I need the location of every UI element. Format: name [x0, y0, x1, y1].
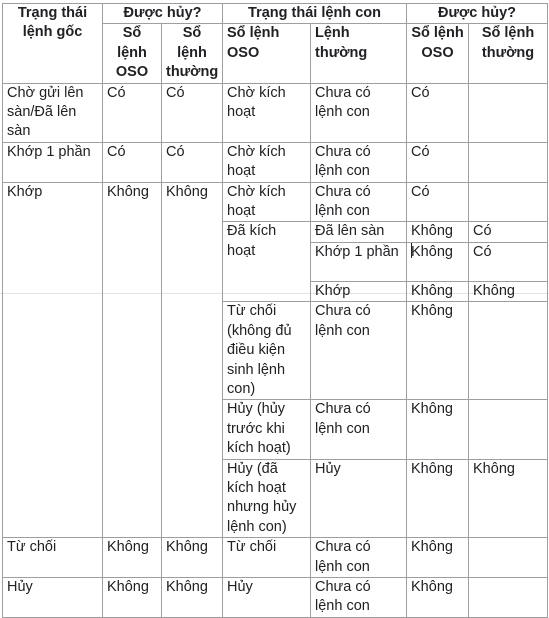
- table-row: [3, 182, 548, 222]
- cell-child-cancel-oso: Không: [407, 400, 469, 459]
- cell-orig-status: Khớp: [3, 182, 103, 538]
- table-row: [3, 142, 548, 182]
- cell-child-normal: Chưa có lệnh con: [311, 577, 407, 617]
- cell-orig-status: Khớp 1 phần: [3, 142, 103, 182]
- cell-child-oso: Chờ kích hoạt: [223, 142, 311, 182]
- cell-child-cancel-oso: Không: [407, 281, 469, 301]
- cell-child-cancel-oso: Có: [407, 142, 469, 182]
- cell-child-cancel-normal: [469, 142, 548, 182]
- cell-child-normal: Chưa có lệnh con: [311, 142, 407, 182]
- cell-cancel-oso: Không: [103, 538, 162, 578]
- cell-child-normal: Chưa có lệnh con: [311, 538, 407, 578]
- table-row: [3, 538, 548, 578]
- cell-child-normal: Chưa có lệnh con: [311, 83, 407, 142]
- header-cancelable-child: Được hủy?: [407, 4, 548, 24]
- table-row: [3, 83, 548, 142]
- cell-cancel-normal: Có: [162, 83, 223, 142]
- table-row: [3, 577, 548, 617]
- cell-child-normal: Chưa có lệnh con: [311, 182, 407, 222]
- cell-child-cancel-oso: Không: [407, 302, 469, 400]
- cell-child-cancel-normal: [469, 83, 548, 142]
- cell-cancel-normal: Không: [162, 577, 223, 617]
- cell-child-oso: Hủy (hủy trước khi kích hoạt): [223, 400, 311, 459]
- cell-child-cancel-oso: [407, 242, 469, 281]
- cell-child-cancel-normal: Không: [469, 459, 548, 538]
- cell-child-cancel-oso: Có: [407, 182, 469, 222]
- cell-child-oso: Từ chối: [223, 538, 311, 578]
- header-child-book-normal: Lệnh thường: [311, 24, 407, 83]
- header-child-cancel-oso: Sổ lệnh OSO: [407, 24, 469, 83]
- header-row-1: [3, 4, 548, 24]
- cell-child-cancel-normal: Không: [469, 281, 548, 301]
- header-book-normal: Sổ lệnh thường: [162, 24, 223, 83]
- cell-child-oso: Từ chối (không đủ điều kiện sinh lệnh con): [223, 302, 311, 400]
- cell-orig-status: Hủy: [3, 577, 103, 617]
- cell-child-cancel-normal: [469, 538, 548, 578]
- header-child-book-oso: Sổ lệnh OSO: [223, 24, 311, 83]
- cell-child-oso: Hủy: [223, 577, 311, 617]
- cell-cancel-normal: Không: [162, 182, 223, 538]
- header-orig-status: Trạng thái lệnh gốc: [3, 4, 103, 84]
- cell-child-cancel-oso: Có: [407, 83, 469, 142]
- cell-cancel-normal: Không: [162, 538, 223, 578]
- cell-child-oso: Hủy (đã kích hoạt nhưng hủy lệnh con): [223, 459, 311, 538]
- cell-child-cancel-oso: Không: [407, 577, 469, 617]
- cell-child-cancel-normal: [469, 400, 548, 459]
- cell-child-normal: Chưa có lệnh con: [311, 400, 407, 459]
- cell-cancel-oso: Không: [103, 577, 162, 617]
- cell-child-normal: Khớp: [311, 281, 407, 301]
- cell-cancel-oso: Có: [103, 142, 162, 182]
- cell-orig-status: Từ chối: [3, 538, 103, 578]
- cell-child-cancel-normal: [469, 302, 548, 400]
- cell-child-cancel-normal: Có: [469, 222, 548, 242]
- cell-child-oso: Đã kích hoạt: [223, 222, 311, 302]
- cell-child-cancel-oso: Không: [407, 459, 469, 538]
- cell-cancel-oso: Không: [103, 182, 162, 538]
- cell-child-cancel-normal: [469, 182, 548, 222]
- cell-child-normal: Khớp 1 phần: [311, 242, 407, 281]
- cell-child-normal: Đã lên sàn: [311, 222, 407, 242]
- cell-child-cancel-normal: [469, 577, 548, 617]
- cell-child-cancel-oso: Không: [407, 538, 469, 578]
- header-book-oso: Sổ lệnh OSO: [103, 24, 162, 83]
- cell-cancel-normal: Có: [162, 142, 223, 182]
- cell-child-oso: Chờ kích hoạt: [223, 182, 311, 222]
- cell-orig-status: Chờ gửi lên sàn/Đã lên sàn: [3, 83, 103, 142]
- cell-child-normal: Hủy: [311, 459, 407, 538]
- cell-child-cancel-oso: Không: [407, 222, 469, 242]
- cell-cancel-oso: Có: [103, 83, 162, 142]
- header-cancelable-orig: Được hủy?: [103, 4, 223, 24]
- header-child-status: Trạng thái lệnh con: [223, 4, 407, 24]
- cell-child-oso: Chờ kích hoạt: [223, 83, 311, 142]
- header-child-cancel-normal: Sổ lệnh thường: [469, 24, 548, 83]
- cell-child-cancel-normal: Có: [469, 242, 548, 281]
- cell-child-normal: Chưa có lệnh con: [311, 302, 407, 400]
- order-status-table: [2, 3, 548, 618]
- cell-child-cancel-oso-text: Không: [411, 243, 453, 260]
